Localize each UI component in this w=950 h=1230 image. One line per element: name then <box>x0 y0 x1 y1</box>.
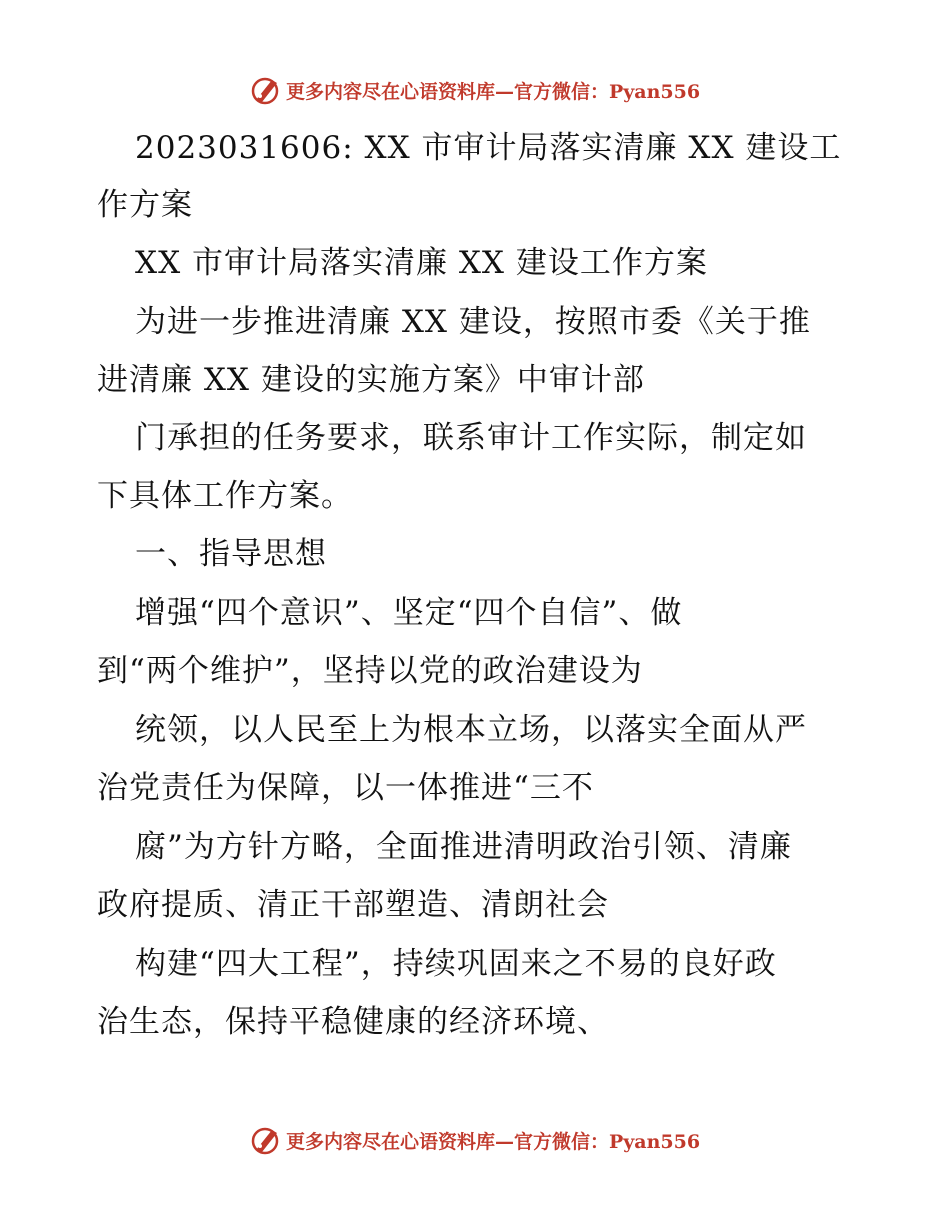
paragraph-line: 下具体工作方案。 <box>97 478 353 514</box>
footer-watermark <box>0 1120 950 1160</box>
doc-title-line-2: 作方案 <box>97 187 193 223</box>
paragraph-line: 腐”为方针方略，全面推进清明政治引领、清廉 <box>135 829 792 865</box>
paragraph-line: 增强“四个意识”、坚定“四个自信”、做 <box>135 595 683 631</box>
paragraph-line: 到“两个维护”，坚持以党的政治建设为 <box>97 653 643 689</box>
watermark-text: 更多内容尽在心语资料库—官方微信：Pyan556 <box>285 1130 701 1153</box>
paragraph-line: 政府提质、清正干部塑造、清朗社会 <box>97 887 609 923</box>
paragraph-line: 为进一步推进清廉 XX 建设，按照市委《关于推 <box>135 304 811 340</box>
paragraph-line: 治生态，保持平稳健康的经济环境、 <box>97 1004 609 1040</box>
paragraph-line: 治党责任为保障，以一体推进“三不 <box>97 770 594 806</box>
pen-logo-icon <box>250 1124 282 1156</box>
watermark-text: 更多内容尽在心语资料库—官方微信：Pyan556 <box>285 80 701 103</box>
paragraph-line: 门承担的任务要求，联系审计工作实际，制定如 <box>135 420 807 456</box>
paragraph-line: 进清廉 XX 建设的实施方案》中审计部 <box>97 362 645 398</box>
paragraph-line: 统领，以人民至上为根本立场，以落实全面从严 <box>135 712 807 748</box>
paragraph-line: 构建“四大工程”，持续巩固来之不易的良好政 <box>135 946 777 982</box>
doc-heading: XX 市审计局落实清廉 XX 建设工作方案 <box>135 245 708 281</box>
section-heading: 一、指导思想 <box>135 536 327 572</box>
doc-title-line-1: 2023031606: XX 市审计局落实清廉 XX 建设工 <box>135 130 842 166</box>
